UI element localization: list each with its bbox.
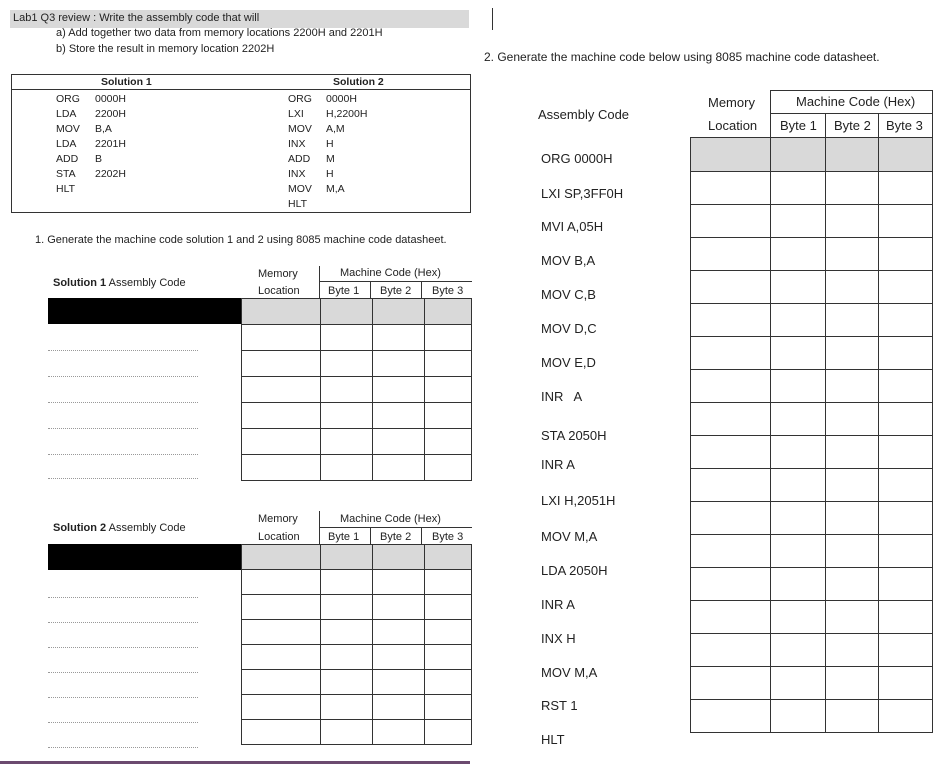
q2-header-underline bbox=[770, 113, 932, 114]
q1b-cell-byte2[interactable] bbox=[373, 620, 425, 645]
q1b-byte3: Byte 3 bbox=[432, 531, 464, 543]
q1b-byte1: Byte 1 bbox=[328, 531, 360, 543]
sol1-op: ADD bbox=[56, 153, 79, 165]
sol2-table-label bbox=[53, 522, 186, 534]
q2-cell-byte1[interactable] bbox=[771, 601, 826, 634]
q2-cell-byte1[interactable] bbox=[771, 403, 826, 436]
q2-instruction: HLT bbox=[541, 732, 565, 747]
q2-instruction: ORG 0000H bbox=[541, 151, 613, 166]
sol1-arg: 2202H bbox=[95, 168, 126, 180]
q2-cell-byte1[interactable] bbox=[771, 568, 826, 601]
q2-cell-byte2[interactable] bbox=[826, 634, 879, 667]
q1b-cell-byte2[interactable] bbox=[373, 695, 425, 720]
q1a-cell-byte2[interactable] bbox=[373, 377, 425, 403]
q2-instruction: LXI H,2051H bbox=[541, 493, 616, 508]
page-bottom-bar bbox=[0, 761, 470, 764]
q2-cell-byte3[interactable] bbox=[879, 403, 933, 436]
q2-cell-byte3[interactable] bbox=[879, 535, 933, 568]
q1b-cell-byte3[interactable] bbox=[425, 645, 472, 670]
q2-instruction: MOV B,A bbox=[541, 253, 596, 268]
q1b-cell-byte1[interactable] bbox=[321, 695, 373, 720]
lab-item-a: a) Add together two data from memory locations 2200H and 2201H bbox=[56, 27, 383, 39]
q2-cell-byte3[interactable] bbox=[879, 138, 933, 172]
q1b-cell-mem[interactable] bbox=[242, 545, 321, 570]
q2-cell-mem[interactable] bbox=[691, 667, 771, 700]
q1b-memory-header: Memory bbox=[258, 513, 298, 525]
answer-line[interactable] bbox=[48, 746, 198, 748]
q2-cell-mem[interactable] bbox=[691, 502, 771, 535]
q1a-cell-byte3[interactable] bbox=[425, 299, 472, 325]
sol2-op: LXI bbox=[288, 108, 304, 120]
answer-line[interactable] bbox=[48, 671, 198, 673]
q1a-cell-byte1[interactable] bbox=[321, 351, 373, 377]
sol1-arg: 2201H bbox=[95, 138, 126, 150]
q1a-cell-byte3[interactable] bbox=[425, 429, 472, 455]
q2-cell-byte3[interactable] bbox=[879, 205, 933, 238]
q1a-byte1: Byte 1 bbox=[328, 285, 360, 297]
sol1-op: ORG bbox=[56, 93, 80, 105]
q2-instruction: MOV M,A bbox=[541, 529, 598, 544]
sol1-op: HLT bbox=[56, 183, 76, 195]
q2-cell-mem[interactable] bbox=[691, 138, 771, 172]
q1a-cell-mem[interactable] bbox=[242, 377, 321, 403]
q1b-col-divider bbox=[421, 528, 422, 544]
q1b-cell-byte1[interactable] bbox=[321, 595, 373, 620]
q1b-cell-byte1[interactable] bbox=[321, 670, 373, 695]
q2-cell-mem[interactable] bbox=[691, 403, 771, 436]
q1b-cell-mem[interactable] bbox=[242, 670, 321, 695]
q2-location-header: Location bbox=[708, 118, 758, 133]
answer-line[interactable] bbox=[48, 477, 198, 479]
q1b-cell-byte3[interactable] bbox=[425, 670, 472, 695]
q1b-cell-byte1[interactable] bbox=[321, 545, 373, 570]
q1a-cell-byte2[interactable] bbox=[373, 429, 425, 455]
lab-title: Lab1 Q3 review : Write the assembly code that will bbox=[13, 12, 260, 24]
sol1-op: LDA bbox=[56, 108, 77, 120]
q1a-cell-byte1[interactable] bbox=[321, 299, 373, 325]
q2-col-divider bbox=[825, 113, 826, 137]
q2-cell-mem[interactable] bbox=[691, 568, 771, 601]
q2-cell-mem[interactable] bbox=[691, 271, 771, 304]
q1b-cell-byte2[interactable] bbox=[373, 670, 425, 695]
answer-line[interactable] bbox=[48, 375, 198, 377]
q1b-byte2: Byte 2 bbox=[380, 531, 412, 543]
q2-cell-byte3[interactable] bbox=[879, 601, 933, 634]
answer-line[interactable] bbox=[48, 349, 198, 351]
q1b-cell-byte1[interactable] bbox=[321, 645, 373, 670]
q1a-cell-byte1[interactable] bbox=[321, 325, 373, 351]
q2-cell-mem[interactable] bbox=[691, 469, 771, 502]
sol1-arg: 0000H bbox=[95, 93, 126, 105]
q1b-cell-byte3[interactable] bbox=[425, 595, 472, 620]
q2-cell-mem[interactable] bbox=[691, 172, 771, 205]
q1a-col-divider bbox=[421, 282, 422, 298]
q1b-cell-byte3[interactable] bbox=[425, 570, 472, 595]
q2-header-border-top bbox=[770, 90, 932, 91]
q1b-cell-byte1[interactable] bbox=[321, 620, 373, 645]
sol2-arg: M bbox=[326, 153, 335, 165]
answer-line[interactable] bbox=[48, 453, 198, 455]
q1b-cell-byte3[interactable] bbox=[425, 695, 472, 720]
answer-line[interactable] bbox=[48, 596, 198, 598]
q1a-memory-header: Memory bbox=[258, 268, 298, 280]
sol2-op: ORG bbox=[288, 93, 312, 105]
answer-line[interactable] bbox=[48, 721, 198, 723]
redacted-bar bbox=[48, 298, 243, 324]
q2-instruction: MOV D,C bbox=[541, 321, 597, 336]
answer-line[interactable] bbox=[48, 621, 198, 623]
q1a-header-divider bbox=[319, 266, 320, 298]
q1a-cell-mem[interactable] bbox=[242, 351, 321, 377]
q1a-table bbox=[241, 298, 472, 481]
q2-cell-byte1[interactable] bbox=[771, 634, 826, 667]
q2-cell-byte3[interactable] bbox=[879, 502, 933, 535]
q2-instruction: INR A bbox=[541, 597, 575, 612]
q1a-cell-byte3[interactable] bbox=[425, 351, 472, 377]
sol1-arg: 2200H bbox=[95, 108, 126, 120]
q1b-location-header: Location bbox=[258, 531, 300, 543]
q2-cell-byte2[interactable] bbox=[826, 667, 879, 700]
sol1-op: LDA bbox=[56, 138, 77, 150]
q2-cell-mem[interactable] bbox=[691, 337, 771, 370]
q1a-cell-byte2[interactable] bbox=[373, 299, 425, 325]
sol1-op: MOV bbox=[56, 123, 80, 135]
q2-cell-byte2[interactable] bbox=[826, 568, 879, 601]
solutions-header-divider bbox=[11, 89, 471, 90]
q1b-cell-byte3[interactable] bbox=[425, 545, 472, 570]
q1b-cell-mem[interactable] bbox=[242, 595, 321, 620]
q2-cell-byte1[interactable] bbox=[771, 700, 826, 733]
q2-cell-mem[interactable] bbox=[691, 535, 771, 568]
q2-cell-byte2[interactable] bbox=[826, 205, 879, 238]
q2-cell-byte2[interactable] bbox=[826, 238, 879, 271]
q2-instruction: MOV E,D bbox=[541, 355, 596, 370]
sol2-arg: 0000H bbox=[326, 93, 357, 105]
q1a-col-divider bbox=[370, 282, 371, 298]
q2-cell-byte1[interactable] bbox=[771, 370, 826, 403]
sol1-arg: B,A bbox=[95, 123, 112, 135]
q1a-cell-byte3[interactable] bbox=[425, 377, 472, 403]
sol2-op: ADD bbox=[288, 153, 311, 165]
q2-cell-mem[interactable] bbox=[691, 370, 771, 403]
q2-cell-byte2[interactable] bbox=[826, 700, 879, 733]
q1b-cell-byte2[interactable] bbox=[373, 595, 425, 620]
q2-cell-mem[interactable] bbox=[691, 238, 771, 271]
answer-line[interactable] bbox=[48, 401, 198, 403]
q2-instruction: STA 2050H bbox=[541, 428, 607, 443]
q2-cell-byte2[interactable] bbox=[826, 304, 879, 337]
q2-cell-byte1[interactable] bbox=[771, 667, 826, 700]
q1a-cell-byte1[interactable] bbox=[321, 455, 373, 481]
q2-cell-byte1[interactable] bbox=[771, 271, 826, 304]
q2-cell-byte1[interactable] bbox=[771, 436, 826, 469]
q2-cell-mem[interactable] bbox=[691, 634, 771, 667]
sol1-label-suffix: Assembly Code bbox=[106, 277, 186, 289]
q1a-cell-byte3[interactable] bbox=[425, 403, 472, 429]
q2-instruction: LDA 2050H bbox=[541, 563, 608, 578]
q2-cell-mem[interactable] bbox=[691, 436, 771, 469]
q1a-cell-byte2[interactable] bbox=[373, 455, 425, 481]
q1a-cell-byte2[interactable] bbox=[373, 351, 425, 377]
q2-cell-byte3[interactable] bbox=[879, 304, 933, 337]
q2-table bbox=[690, 137, 933, 733]
q1b-col-divider bbox=[370, 528, 371, 544]
q2-memory-header: Memory bbox=[708, 95, 755, 110]
q2-cell-byte1[interactable] bbox=[771, 205, 826, 238]
q2-cell-byte1[interactable] bbox=[771, 502, 826, 535]
q2-instruction: INX H bbox=[541, 631, 576, 646]
q2-instruction: INR A bbox=[541, 457, 575, 472]
q2-cell-byte2[interactable] bbox=[826, 271, 879, 304]
sol2-label-suffix: Assembly Code bbox=[106, 522, 186, 534]
q1a-cell-byte3[interactable] bbox=[425, 325, 472, 351]
q2-byte1: Byte 1 bbox=[780, 118, 817, 133]
q2-cell-byte2[interactable] bbox=[826, 138, 879, 172]
sol1-op: STA bbox=[56, 168, 76, 180]
q2-cell-byte3[interactable] bbox=[879, 700, 933, 733]
q2-cell-byte3[interactable] bbox=[879, 238, 933, 271]
q2-assembly-code-header: Assembly Code bbox=[538, 107, 630, 122]
q2-cell-byte2[interactable] bbox=[826, 337, 879, 370]
q1b-cell-byte3[interactable] bbox=[425, 720, 472, 745]
answer-line[interactable] bbox=[48, 427, 198, 429]
solutions-box bbox=[11, 74, 471, 213]
q2-cell-byte3[interactable] bbox=[879, 337, 933, 370]
q2-instruction: RST 1 bbox=[541, 698, 578, 713]
q2-cell-byte3[interactable] bbox=[879, 436, 933, 469]
q2-cell-byte3[interactable] bbox=[879, 370, 933, 403]
q2-instruction: INR A bbox=[541, 389, 583, 404]
sol1-label-bold: Solution 1 bbox=[53, 277, 107, 289]
question1-text: 1. Generate the machine code solution 1 and 2 using 8085 machine code datasheet. bbox=[35, 234, 447, 246]
q2-cell-byte1[interactable] bbox=[771, 535, 826, 568]
q2-instruction: MVI A,05H bbox=[541, 219, 604, 234]
answer-line[interactable] bbox=[48, 646, 198, 648]
solution1-title: Solution 1 bbox=[101, 76, 152, 88]
q2-machine-code-header: Machine Code (Hex) bbox=[796, 94, 916, 109]
q2-cell-byte2[interactable] bbox=[826, 403, 879, 436]
sol2-op: INX bbox=[288, 168, 306, 180]
q2-byte2: Byte 2 bbox=[834, 118, 871, 133]
q2-cell-mem[interactable] bbox=[691, 700, 771, 733]
sol2-arg: H bbox=[326, 168, 334, 180]
q2-cell-byte1[interactable] bbox=[771, 337, 826, 370]
q2-cell-byte2[interactable] bbox=[826, 370, 879, 403]
q2-cell-byte1[interactable] bbox=[771, 238, 826, 271]
question2-text: 2. Generate the machine code below using 8085 machine code datasheet. bbox=[484, 50, 880, 64]
q1a-cell-byte1[interactable] bbox=[321, 377, 373, 403]
sol1-table-label bbox=[53, 277, 186, 289]
sol2-op: HLT bbox=[288, 198, 308, 210]
q1b-cell-mem[interactable] bbox=[242, 695, 321, 720]
q1a-machine-code-header: Machine Code (Hex) bbox=[340, 267, 441, 279]
sol2-arg: H,2200H bbox=[326, 108, 368, 120]
lab-item-b: b) Store the result in memory location 2202H bbox=[56, 43, 275, 55]
q1b-cell-mem[interactable] bbox=[242, 620, 321, 645]
q1a-cell-byte1[interactable] bbox=[321, 403, 373, 429]
q2-instruction: MOV C,B bbox=[541, 287, 596, 302]
q1b-cell-mem[interactable] bbox=[242, 720, 321, 745]
q2-cell-byte1[interactable] bbox=[771, 172, 826, 205]
q1b-table bbox=[241, 544, 472, 745]
q1a-cell-mem[interactable] bbox=[242, 429, 321, 455]
q1a-cell-byte2[interactable] bbox=[373, 403, 425, 429]
q2-cell-byte1[interactable] bbox=[771, 304, 826, 337]
q2-header-border-right bbox=[932, 90, 933, 137]
q2-cell-byte2[interactable] bbox=[826, 436, 879, 469]
q1b-cell-byte2[interactable] bbox=[373, 570, 425, 595]
q2-cell-mem[interactable] bbox=[691, 304, 771, 337]
sol2-arg: A,M bbox=[326, 123, 345, 135]
q1b-cell-byte1[interactable] bbox=[321, 720, 373, 745]
q1a-location-header: Location bbox=[258, 285, 300, 297]
q1b-machine-code-header: Machine Code (Hex) bbox=[340, 513, 441, 525]
q2-cell-byte3[interactable] bbox=[879, 271, 933, 304]
q2-cell-byte1[interactable] bbox=[771, 138, 826, 172]
q2-cell-mem[interactable] bbox=[691, 601, 771, 634]
q1a-cell-mem[interactable] bbox=[242, 403, 321, 429]
q1a-cell-mem[interactable] bbox=[242, 455, 321, 481]
q1a-byte2: Byte 2 bbox=[380, 285, 412, 297]
q2-cell-byte2[interactable] bbox=[826, 502, 879, 535]
q2-byte3: Byte 3 bbox=[886, 118, 923, 133]
q1a-cell-mem[interactable] bbox=[242, 325, 321, 351]
q1a-cell-byte3[interactable] bbox=[425, 455, 472, 481]
q1b-header-underline bbox=[319, 527, 472, 528]
sol1-arg: B bbox=[95, 153, 103, 165]
q1b-cell-byte2[interactable] bbox=[373, 720, 425, 745]
q2-cell-mem[interactable] bbox=[691, 205, 771, 238]
q2-cell-byte2[interactable] bbox=[826, 535, 879, 568]
solution2-title: Solution 2 bbox=[333, 76, 384, 88]
q1a-header-underline bbox=[319, 281, 472, 282]
sol2-op: MOV bbox=[288, 183, 312, 195]
q1b-cell-byte1[interactable] bbox=[321, 570, 373, 595]
q2-cell-byte2[interactable] bbox=[826, 601, 879, 634]
q2-cell-byte3[interactable] bbox=[879, 568, 933, 601]
q1b-header-divider bbox=[319, 511, 320, 544]
q2-cell-byte3[interactable] bbox=[879, 667, 933, 700]
sol2-arg: M,A bbox=[326, 183, 345, 195]
q2-cell-byte3[interactable] bbox=[879, 172, 933, 205]
q2-cell-byte3[interactable] bbox=[879, 634, 933, 667]
sol2-op: INX bbox=[288, 138, 306, 150]
text-cursor bbox=[492, 8, 493, 30]
q1a-cell-byte1[interactable] bbox=[321, 429, 373, 455]
sol2-label-bold: Solution 2 bbox=[53, 522, 107, 534]
q2-cell-byte3[interactable] bbox=[879, 469, 933, 502]
q2-cell-byte2[interactable] bbox=[826, 469, 879, 502]
redacted-bar bbox=[48, 544, 243, 570]
q1a-byte3: Byte 3 bbox=[432, 285, 464, 297]
q2-instruction: MOV M,A bbox=[541, 665, 598, 680]
q2-cell-byte2[interactable] bbox=[826, 172, 879, 205]
q2-cell-byte1[interactable] bbox=[771, 469, 826, 502]
q2-col-divider bbox=[878, 113, 879, 137]
q1a-cell-mem[interactable] bbox=[242, 299, 321, 325]
sol2-op: MOV bbox=[288, 123, 312, 135]
q1b-cell-mem[interactable] bbox=[242, 645, 321, 670]
q1b-cell-byte2[interactable] bbox=[373, 645, 425, 670]
answer-line[interactable] bbox=[48, 696, 198, 698]
q1b-cell-byte3[interactable] bbox=[425, 620, 472, 645]
q1a-cell-byte2[interactable] bbox=[373, 325, 425, 351]
q1b-cell-byte2[interactable] bbox=[373, 545, 425, 570]
sol2-arg: H bbox=[326, 138, 334, 150]
q1b-cell-mem[interactable] bbox=[242, 570, 321, 595]
q2-instruction: LXI SP,3FF0H bbox=[541, 186, 624, 201]
